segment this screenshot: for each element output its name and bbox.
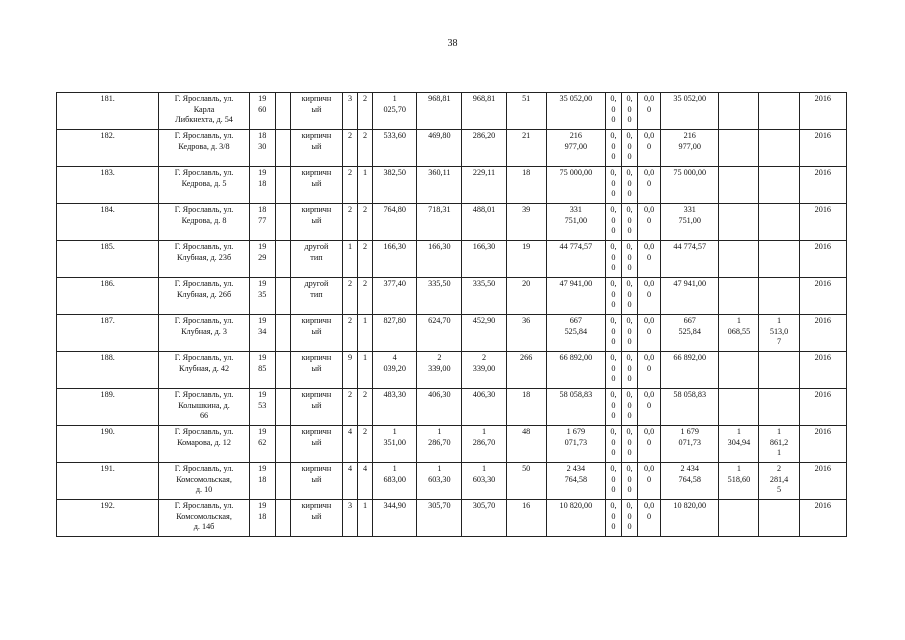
floors-cell: 2 [343, 278, 358, 315]
floors-cell: 1 [343, 241, 358, 278]
fund-share-2-cell: 0, 0 0 [622, 426, 638, 463]
fund-share-2-cell: 0, 0 0 [622, 315, 638, 352]
row-number-cell: 184. [57, 204, 159, 241]
residents-cell: 50 [506, 463, 546, 500]
total-area-cell: 4 039,20 [373, 352, 417, 389]
owners-funds-cell: 10 820,00 [661, 500, 719, 537]
owners-funds-cell: 58 058,83 [661, 389, 719, 426]
total-area-cell: 166,30 [373, 241, 417, 278]
empty-cell [275, 130, 290, 167]
fund-share-2-cell: 0, 0 0 [622, 130, 638, 167]
build-year-cell: 19 85 [249, 352, 275, 389]
residents-cell: 16 [506, 500, 546, 537]
floors-cell: 2 [343, 389, 358, 426]
build-year-cell: 19 29 [249, 241, 275, 278]
cost-total-cell: 58 058,83 [546, 389, 605, 426]
cost-total-cell: 66 892,00 [546, 352, 605, 389]
specific-cost-cell [719, 500, 759, 537]
wall-material-cell: кирпичн ый [290, 352, 342, 389]
cost-total-cell: 216 977,00 [546, 130, 605, 167]
cost-total-cell: 10 820,00 [546, 500, 605, 537]
area-residential-cell: 488,01 [462, 204, 506, 241]
completion-year-cell: 2016 [799, 426, 846, 463]
area-premises-cell: 305,70 [417, 500, 462, 537]
address-cell: Г. Ярославль, ул. Кедрова, д. 3/8 [159, 130, 249, 167]
total-area-cell: 533,60 [373, 130, 417, 167]
max-cost-cell [759, 352, 799, 389]
max-cost-cell [759, 204, 799, 241]
empty-cell [275, 352, 290, 389]
residents-cell: 36 [506, 315, 546, 352]
address-cell: Г. Ярославль, ул. Комарова, д. 12 [159, 426, 249, 463]
total-area-cell: 1 025,70 [373, 93, 417, 130]
entrances-cell: 1 [358, 500, 373, 537]
max-cost-cell [759, 130, 799, 167]
row-number-cell: 186. [57, 278, 159, 315]
address-cell: Г. Ярославль, ул. Карла Либкнехта, д. 54 [159, 93, 249, 130]
max-cost-cell [759, 389, 799, 426]
entrances-cell: 2 [358, 130, 373, 167]
fund-share-1-cell: 0, 0 0 [605, 241, 621, 278]
fund-share-1-cell: 0, 0 0 [605, 167, 621, 204]
fund-share-1-cell: 0, 0 0 [605, 315, 621, 352]
wall-material-cell: кирпичн ый [290, 204, 342, 241]
empty-cell [275, 500, 290, 537]
residents-cell: 266 [506, 352, 546, 389]
area-residential-cell: 406,30 [462, 389, 506, 426]
row-number-cell: 182. [57, 130, 159, 167]
owners-funds-cell: 216 977,00 [661, 130, 719, 167]
area-residential-cell: 229,11 [462, 167, 506, 204]
entrances-cell: 1 [358, 352, 373, 389]
entrances-cell: 2 [358, 389, 373, 426]
total-area-cell: 382,50 [373, 167, 417, 204]
fund-share-3-cell: 0,0 0 [638, 278, 661, 315]
row-number-cell: 188. [57, 352, 159, 389]
fund-share-2-cell: 0, 0 0 [622, 463, 638, 500]
entrances-cell: 2 [358, 241, 373, 278]
specific-cost-cell: 1 518,60 [719, 463, 759, 500]
fund-share-3-cell: 0,0 0 [638, 204, 661, 241]
row-number-cell: 192. [57, 500, 159, 537]
specific-cost-cell [719, 352, 759, 389]
row-number-cell: 187. [57, 315, 159, 352]
build-year-cell: 19 60 [249, 93, 275, 130]
entrances-cell: 4 [358, 463, 373, 500]
area-residential-cell: 286,20 [462, 130, 506, 167]
completion-year-cell: 2016 [799, 463, 846, 500]
wall-material-cell: другой тип [290, 241, 342, 278]
fund-share-3-cell: 0,0 0 [638, 167, 661, 204]
fund-share-1-cell: 0, 0 0 [605, 463, 621, 500]
area-residential-cell: 968,81 [462, 93, 506, 130]
area-premises-cell: 2 339,00 [417, 352, 462, 389]
wall-material-cell: кирпичн ый [290, 167, 342, 204]
build-year-cell: 19 18 [249, 500, 275, 537]
entrances-cell: 2 [358, 93, 373, 130]
total-area-cell: 827,80 [373, 315, 417, 352]
total-area-cell: 1 351,00 [373, 426, 417, 463]
owners-funds-cell: 2 434 764,58 [661, 463, 719, 500]
entrances-cell: 1 [358, 167, 373, 204]
wall-material-cell: кирпичн ый [290, 389, 342, 426]
completion-year-cell: 2016 [799, 389, 846, 426]
address-cell: Г. Ярославль, ул. Комсомольская, д. 14б [159, 500, 249, 537]
cost-total-cell: 75 000,00 [546, 167, 605, 204]
table-row [57, 241, 847, 278]
specific-cost-cell: 1 068,55 [719, 315, 759, 352]
wall-material-cell: кирпичн ый [290, 426, 342, 463]
row-number-cell: 191. [57, 463, 159, 500]
address-cell: Г. Ярославль, ул. Клубная, д. 42 [159, 352, 249, 389]
max-cost-cell [759, 500, 799, 537]
area-premises-cell: 335,50 [417, 278, 462, 315]
build-year-cell: 19 18 [249, 167, 275, 204]
completion-year-cell: 2016 [799, 278, 846, 315]
build-year-cell: 19 35 [249, 278, 275, 315]
fund-share-3-cell: 0,0 0 [638, 352, 661, 389]
specific-cost-cell [719, 204, 759, 241]
floors-cell: 2 [343, 315, 358, 352]
empty-cell [275, 426, 290, 463]
fund-share-3-cell: 0,0 0 [638, 426, 661, 463]
wall-material-cell: кирпичн ый [290, 463, 342, 500]
specific-cost-cell [719, 241, 759, 278]
floors-cell: 2 [343, 130, 358, 167]
empty-cell [275, 389, 290, 426]
area-premises-cell: 166,30 [417, 241, 462, 278]
area-premises-cell: 968,81 [417, 93, 462, 130]
floors-cell: 3 [343, 500, 358, 537]
total-area-cell: 1 683,00 [373, 463, 417, 500]
area-residential-cell: 305,70 [462, 500, 506, 537]
cost-total-cell: 667 525,84 [546, 315, 605, 352]
area-residential-cell: 1 286,70 [462, 426, 506, 463]
max-cost-cell [759, 167, 799, 204]
completion-year-cell: 2016 [799, 352, 846, 389]
area-premises-cell: 360,11 [417, 167, 462, 204]
completion-year-cell: 2016 [799, 93, 846, 130]
fund-share-1-cell: 0, 0 0 [605, 352, 621, 389]
address-cell: Г. Ярославль, ул. Колышкина, д. 66 [159, 389, 249, 426]
floors-cell: 4 [343, 426, 358, 463]
build-year-cell: 19 53 [249, 389, 275, 426]
entrances-cell: 1 [358, 315, 373, 352]
address-cell: Г. Ярославль, ул. Клубная, д. 23б [159, 241, 249, 278]
completion-year-cell: 2016 [799, 204, 846, 241]
wall-material-cell: кирпичн ый [290, 315, 342, 352]
row-number-cell: 181. [57, 93, 159, 130]
empty-cell [275, 167, 290, 204]
entrances-cell: 2 [358, 426, 373, 463]
floors-cell: 2 [343, 167, 358, 204]
residents-cell: 51 [506, 93, 546, 130]
area-premises-cell: 1 603,30 [417, 463, 462, 500]
fund-share-1-cell: 0, 0 0 [605, 278, 621, 315]
table-row [57, 352, 847, 389]
area-residential-cell: 335,50 [462, 278, 506, 315]
specific-cost-cell [719, 130, 759, 167]
table-row [57, 315, 847, 352]
area-residential-cell: 1 603,30 [462, 463, 506, 500]
fund-share-3-cell: 0,0 0 [638, 241, 661, 278]
residents-cell: 20 [506, 278, 546, 315]
table-row [57, 463, 847, 500]
build-year-cell: 19 34 [249, 315, 275, 352]
specific-cost-cell [719, 93, 759, 130]
completion-year-cell: 2016 [799, 130, 846, 167]
owners-funds-cell: 1 679 071,73 [661, 426, 719, 463]
owners-funds-cell: 667 525,84 [661, 315, 719, 352]
residents-cell: 39 [506, 204, 546, 241]
build-year-cell: 19 18 [249, 463, 275, 500]
area-premises-cell: 718,31 [417, 204, 462, 241]
address-cell: Г. Ярославль, ул. Кедрова, д. 8 [159, 204, 249, 241]
table-row [57, 389, 847, 426]
area-residential-cell: 2 339,00 [462, 352, 506, 389]
fund-share-2-cell: 0, 0 0 [622, 278, 638, 315]
max-cost-cell: 1 861,2 1 [759, 426, 799, 463]
area-residential-cell: 166,30 [462, 241, 506, 278]
empty-cell [275, 241, 290, 278]
completion-year-cell: 2016 [799, 315, 846, 352]
max-cost-cell [759, 241, 799, 278]
owners-funds-cell: 44 774,57 [661, 241, 719, 278]
owners-funds-cell: 66 892,00 [661, 352, 719, 389]
cost-total-cell: 2 434 764,58 [546, 463, 605, 500]
max-cost-cell [759, 278, 799, 315]
cost-total-cell: 44 774,57 [546, 241, 605, 278]
wall-material-cell: другой тип [290, 278, 342, 315]
address-cell: Г. Ярославль, ул. Кедрова, д. 5 [159, 167, 249, 204]
housing-registry-table [56, 92, 847, 537]
empty-cell [275, 93, 290, 130]
fund-share-2-cell: 0, 0 0 [622, 500, 638, 537]
specific-cost-cell [719, 389, 759, 426]
entrances-cell: 2 [358, 278, 373, 315]
owners-funds-cell: 331 751,00 [661, 204, 719, 241]
max-cost-cell: 2 281,4 5 [759, 463, 799, 500]
completion-year-cell: 2016 [799, 500, 846, 537]
max-cost-cell [759, 93, 799, 130]
specific-cost-cell [719, 167, 759, 204]
fund-share-3-cell: 0,0 0 [638, 93, 661, 130]
fund-share-3-cell: 0,0 0 [638, 500, 661, 537]
build-year-cell: 18 77 [249, 204, 275, 241]
table-row [57, 93, 847, 130]
fund-share-2-cell: 0, 0 0 [622, 241, 638, 278]
fund-share-3-cell: 0,0 0 [638, 389, 661, 426]
residents-cell: 21 [506, 130, 546, 167]
table-row [57, 130, 847, 167]
total-area-cell: 377,40 [373, 278, 417, 315]
area-premises-cell: 469,80 [417, 130, 462, 167]
fund-share-3-cell: 0,0 0 [638, 130, 661, 167]
floors-cell: 4 [343, 463, 358, 500]
fund-share-1-cell: 0, 0 0 [605, 389, 621, 426]
table-row [57, 204, 847, 241]
fund-share-3-cell: 0,0 0 [638, 463, 661, 500]
empty-cell [275, 204, 290, 241]
total-area-cell: 764,80 [373, 204, 417, 241]
completion-year-cell: 2016 [799, 167, 846, 204]
fund-share-2-cell: 0, 0 0 [622, 389, 638, 426]
wall-material-cell: кирпичн ый [290, 93, 342, 130]
max-cost-cell: 1 513,0 7 [759, 315, 799, 352]
specific-cost-cell [719, 278, 759, 315]
residents-cell: 19 [506, 241, 546, 278]
owners-funds-cell: 47 941,00 [661, 278, 719, 315]
area-residential-cell: 452,90 [462, 315, 506, 352]
build-year-cell: 19 62 [249, 426, 275, 463]
residents-cell: 18 [506, 389, 546, 426]
floors-cell: 2 [343, 204, 358, 241]
table-row [57, 167, 847, 204]
row-number-cell: 190. [57, 426, 159, 463]
wall-material-cell: кирпичн ый [290, 130, 342, 167]
empty-cell [275, 315, 290, 352]
empty-cell [275, 463, 290, 500]
row-number-cell: 183. [57, 167, 159, 204]
specific-cost-cell: 1 304,94 [719, 426, 759, 463]
residents-cell: 48 [506, 426, 546, 463]
build-year-cell: 18 30 [249, 130, 275, 167]
empty-cell [275, 278, 290, 315]
cost-total-cell: 47 941,00 [546, 278, 605, 315]
fund-share-1-cell: 0, 0 0 [605, 204, 621, 241]
area-premises-cell: 406,30 [417, 389, 462, 426]
fund-share-1-cell: 0, 0 0 [605, 93, 621, 130]
entrances-cell: 2 [358, 204, 373, 241]
fund-share-1-cell: 0, 0 0 [605, 500, 621, 537]
cost-total-cell: 1 679 071,73 [546, 426, 605, 463]
fund-share-3-cell: 0,0 0 [638, 315, 661, 352]
completion-year-cell: 2016 [799, 241, 846, 278]
fund-share-1-cell: 0, 0 0 [605, 130, 621, 167]
fund-share-2-cell: 0, 0 0 [622, 352, 638, 389]
floors-cell: 3 [343, 93, 358, 130]
address-cell: Г. Ярославль, ул. Клубная, д. 26б [159, 278, 249, 315]
fund-share-1-cell: 0, 0 0 [605, 426, 621, 463]
address-cell: Г. Ярославль, ул. Клубная, д. 3 [159, 315, 249, 352]
table-row [57, 278, 847, 315]
fund-share-2-cell: 0, 0 0 [622, 167, 638, 204]
total-area-cell: 483,30 [373, 389, 417, 426]
area-premises-cell: 1 286,70 [417, 426, 462, 463]
table-body [57, 93, 847, 537]
floors-cell: 9 [343, 352, 358, 389]
fund-share-2-cell: 0, 0 0 [622, 93, 638, 130]
page-number: 38 [447, 38, 458, 49]
cost-total-cell: 331 751,00 [546, 204, 605, 241]
area-premises-cell: 624,70 [417, 315, 462, 352]
owners-funds-cell: 35 052,00 [661, 93, 719, 130]
address-cell: Г. Ярославль, ул. Комсомольская, д. 10 [159, 463, 249, 500]
wall-material-cell: кирпичн ый [290, 500, 342, 537]
owners-funds-cell: 75 000,00 [661, 167, 719, 204]
table-row [57, 426, 847, 463]
fund-share-2-cell: 0, 0 0 [622, 204, 638, 241]
total-area-cell: 344,90 [373, 500, 417, 537]
cost-total-cell: 35 052,00 [546, 93, 605, 130]
row-number-cell: 185. [57, 241, 159, 278]
residents-cell: 18 [506, 167, 546, 204]
row-number-cell: 189. [57, 389, 159, 426]
table-row [57, 500, 847, 537]
